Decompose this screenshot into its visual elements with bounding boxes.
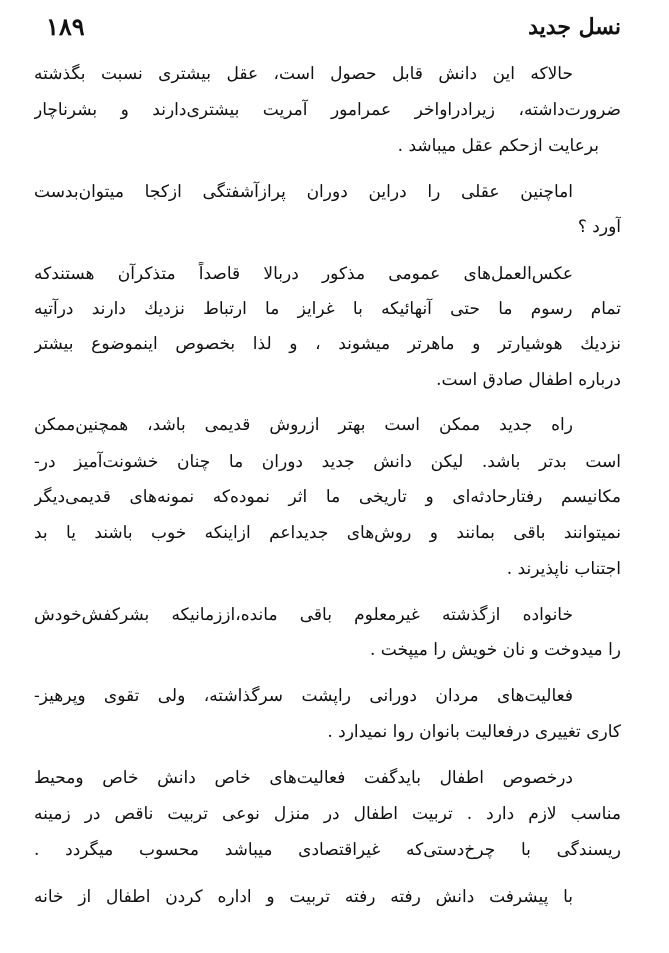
text-line: عکس‌العمل‌های عمومی مذکور دربالا قاصداً متذکرآن هستندکه — [34, 264, 573, 284]
text-line: تمام رسوم ما حتی آنهائیکه با غرایز ما ارتباط نزدیك دارند درآتیه — [34, 299, 621, 319]
text-line: ضرورت‌داشته، زیرادراواخر عمرامور آمریت بیشتری‌دارند و بشرناچار — [34, 100, 621, 120]
text-line: راه جدید ممکن است بهتر ازروش قدیمی باشد، همچنین‌ممکن — [34, 415, 573, 435]
text-line: با پیشرفت دانش رفته رفته تربیت و اداره کردن اطفال از خانه — [34, 887, 573, 907]
text-line: اجتناب ناپذیرند . — [506, 559, 621, 579]
text-line: است بدتر باشد. لیکن دانش جدید دوران ما چنان خشونت‌آمیز در- — [34, 452, 621, 472]
text-line: مکانیسم رفتارحادثه‌ای و تاریخی ما اثر نموده‌که نمونه‌های قدیمی‌دیگر — [34, 487, 621, 507]
text-line: اماچنین عقلی را دراین دوران پرازآشفتگی ازکجا میتوان‌بدست — [34, 182, 573, 202]
text-line: حالاکه این دانش قابل حصول است، عقل بیشتری نسبت بگذشته — [34, 64, 573, 84]
text-line: درباره اطفال صادق است. — [436, 370, 621, 390]
text-line: آورد ؟ — [577, 217, 621, 237]
text-line: مناسب لازم دارد . تربیت اطفال در منزل نوعی تربیت ناقص در زمینه — [34, 804, 621, 824]
running-title: نسل جدید — [528, 14, 621, 40]
page-number: ۱۸۹ — [46, 12, 85, 41]
text-line: فعالیت‌های مردان دورانی راپشت سرگذاشته، ولی تقوی وپرهیز- — [34, 686, 573, 706]
text-line: را میدوخت و نان خویش را میپخت . — [370, 640, 621, 660]
text-line: درخصوص اطفال بایدگفت فعالیت‌های خاص دانش خاص ومحیط — [34, 768, 573, 788]
text-line: ریسندگی با چرخ‌دستی‌که غیراقتصادی میباشد محسوب میگردد . — [34, 840, 621, 860]
page-header — [46, 14, 621, 50]
text-line: نزدیك هوشیارتر و ماهرتر میشوند ، و لذا بخصوص اینموضوع بیشتر — [34, 334, 621, 354]
text-line: کاری تغییری درفعالیت بانوان روا نمیدارد . — [327, 722, 621, 742]
text-line: برعایت ازحکم عقل میباشد . — [397, 136, 599, 156]
text-line: خانواده ازگذشته غیرمعلوم باقی مانده،اززمانیکه بشرکفش‌خودش — [34, 605, 573, 625]
text-line: نمیتوانند باقی بمانند و روش‌های جدیداعم ازاینکه خوب باشند یا بد — [34, 523, 621, 543]
